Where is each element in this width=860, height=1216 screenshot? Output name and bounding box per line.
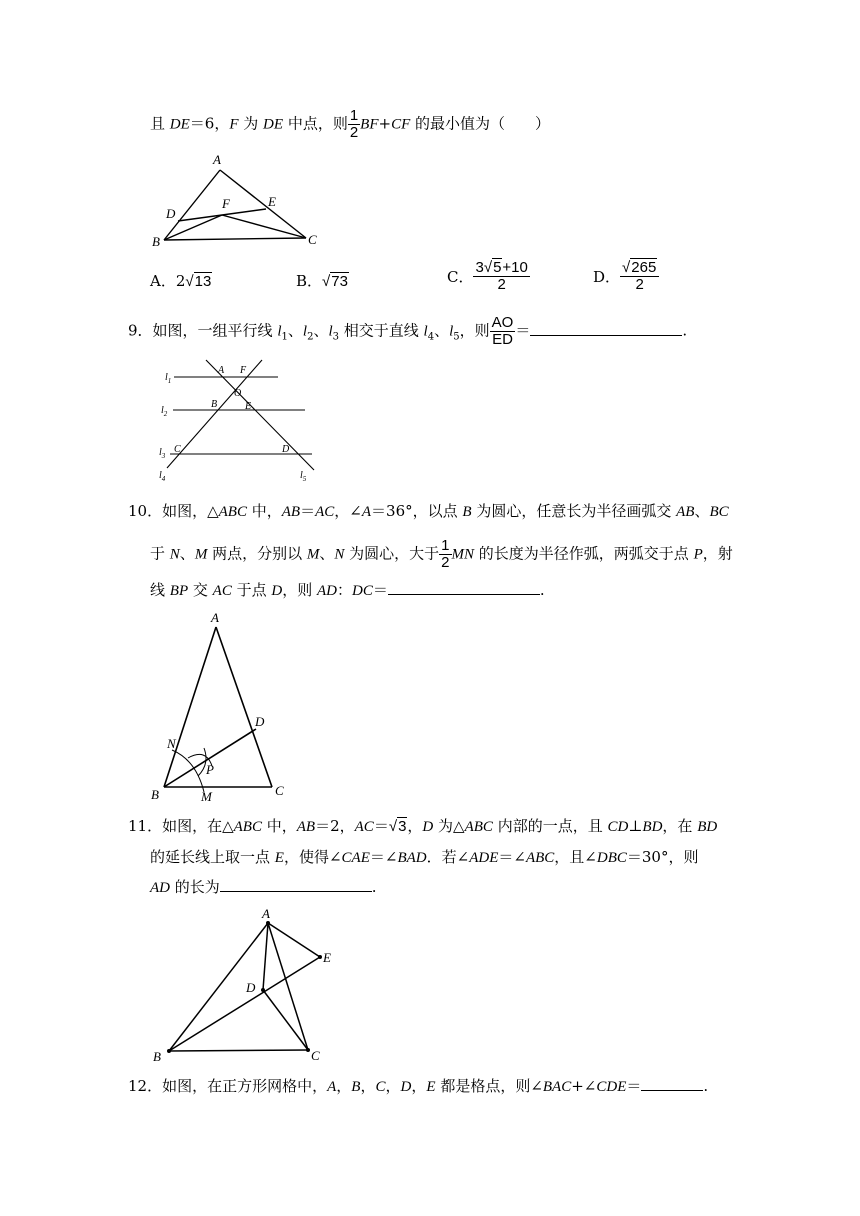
label-D: D <box>166 206 176 221</box>
label-l3: $l_3$ <box>159 447 166 460</box>
label-A: A <box>211 610 219 625</box>
label-A: A <box>213 152 221 167</box>
label-F: F <box>240 365 247 376</box>
label-D: D <box>282 444 290 455</box>
q8-option-d[interactable]: D． $\frac{√265}{2}$ <box>593 260 659 293</box>
label-C: C <box>275 783 284 798</box>
label-P: P <box>206 762 214 777</box>
q11-text-line-1: 11．如图，在△ABC 中，AB＝2，AC＝√3，D 为△ABC 内部的一点，且 CD⊥BD，在 BD <box>128 817 718 835</box>
q8-option-b[interactable]: B．√73 <box>296 272 348 290</box>
point-D <box>261 988 265 992</box>
point-A <box>266 921 270 925</box>
segment-DC <box>263 990 308 1050</box>
label-O: O <box>234 388 242 399</box>
q11-text-line-2: 的延长线上取一点 E，使得∠CAE＝∠BAD．若∠ADE＝∠ABC，且∠DBC＝30°，则 <box>150 848 699 866</box>
label-D: D <box>255 714 265 729</box>
label-C: C <box>308 232 317 247</box>
label-A: A <box>218 365 225 376</box>
q11-text-line-3: AD 的长为 . <box>150 878 377 896</box>
point-B <box>167 1049 171 1053</box>
segment-BC <box>169 1050 308 1051</box>
label-l1: $l_1$ <box>165 372 172 385</box>
label-l5: $l_5$ <box>300 470 307 483</box>
point-C <box>306 1048 310 1052</box>
q8-option-c[interactable]: C． $\frac{3√5+10}{2}$ <box>447 259 528 293</box>
label-F: F <box>222 196 230 211</box>
label-D: D <box>246 980 256 995</box>
label-E: E <box>268 194 276 209</box>
q10-text-line-3: 线 BP 交 AC 于点 D，则 AD：DC＝ . <box>150 581 545 599</box>
label-C: C <box>174 444 181 455</box>
q10-text-line-2: 于 N、M 两点，分别以 M、N 为圆心，大于 $\frac{1}{2}$ MN 的长度为半径作弧，两弧交于点 P，射 <box>150 537 733 571</box>
label-A: A <box>262 906 270 921</box>
segment-AD <box>263 923 268 990</box>
point-E <box>318 955 322 959</box>
label-B: B <box>153 1049 161 1064</box>
label-E: E <box>323 950 331 965</box>
q10-text-line-1: 10．如图，△ABC 中，AB＝AC，∠A＝36°，以点 B 为圆心，任意长为半径画弧交 AB、BC <box>128 502 729 520</box>
label-l4: $l_4$ <box>159 470 166 483</box>
segment-AE <box>268 923 320 957</box>
label-B: B <box>152 234 160 249</box>
q12-text-line: 12．如图，在正方形网格中，A，B，C，D，E 都是格点，则∠BAC+∠CDE＝ . <box>128 1077 709 1095</box>
label-M: M <box>201 789 212 804</box>
q9-text-line: 9．如图，一组平行线 $l_1$、$l_2$、$l_3$ 相交于直线 $l_4$、$l_5$，则 $\frac{AO}{ED}$ ＝ . <box>128 314 688 348</box>
q10-fraction: $\frac{1}{2}$ <box>441 537 450 571</box>
q9-fraction: $\frac{AO}{ED}$ <box>491 314 514 348</box>
label-C: C <box>311 1048 320 1063</box>
q8-fraction: $\frac{1}{2}$ <box>349 107 359 141</box>
q12-answer-blank[interactable] <box>641 1076 703 1091</box>
label-B: B <box>151 787 159 802</box>
label-N: N <box>167 736 176 751</box>
q8-text-line: 且 DE＝6，F 为 DE 中点，则 $\frac{1}{2}$ BF+CF 的最小值为（ ） <box>150 107 551 141</box>
label-B: B <box>211 399 218 410</box>
label-l2: $l_2$ <box>161 405 168 418</box>
q8-option-a[interactable]: A．2√13 <box>150 272 212 290</box>
label-E: E <box>245 401 252 412</box>
